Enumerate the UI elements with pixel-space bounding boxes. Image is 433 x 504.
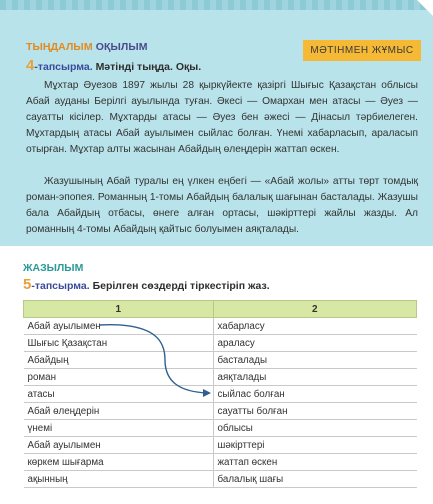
task5-label: -тапсырма. <box>31 280 90 292</box>
table-row <box>24 386 417 403</box>
section-title <box>26 41 148 53</box>
table-cell-right: аяқталады <box>213 369 417 386</box>
task5-instruction: Берілген сөздерді тіркестіріп жаз. <box>92 280 270 292</box>
column-header-2: 2 <box>213 301 417 318</box>
task5-heading <box>23 276 270 293</box>
table-cell-left: Абай ауылымен <box>24 437 214 454</box>
table-cell-right: жаттап өскен <box>213 454 417 471</box>
table-cell-right: басталады <box>213 352 417 369</box>
table-cell-right: облысы <box>213 420 417 437</box>
task4-instruction: Мәтінді тыңда. Оқы. <box>95 61 202 73</box>
table-row <box>24 318 417 335</box>
task4-label: -тапсырма. <box>34 61 93 73</box>
page-corner <box>417 0 433 16</box>
table-cell-left: көркем шығарма <box>24 454 214 471</box>
table-cell-left: роман <box>24 369 214 386</box>
table-cell-right: шәкірттері <box>213 437 417 454</box>
table-cell-left: Абай ауылымен <box>24 318 214 335</box>
task5-number: 5 <box>23 276 32 293</box>
word-matching-table <box>23 300 417 488</box>
task4-number: 4 <box>26 57 35 74</box>
task4-heading <box>26 57 201 74</box>
task4-paragraph-2: Жазушының Абай туралы ең үлкен еңбегі — «Абай жолы» атты төрт томдық роман-эпопея. Романның 1-томы Абайдың балалық шағынан басталады. Жазушы бала Абайдың отбасы, өнеге алған ортасы, шәкірттері жайлы жазды. Ал романның 4-томы Абайдың қайтыс болуымен аяқталады. <box>26 176 418 235</box>
table-header-row <box>24 301 417 318</box>
table-cell-right: хабарласу <box>213 318 417 335</box>
table-row <box>24 403 417 420</box>
table-row <box>24 420 417 437</box>
table-cell-left: Абайдың <box>24 352 214 369</box>
table-row <box>24 335 417 352</box>
section-title-listening: ТЫҢДАЛЫМ <box>26 41 93 53</box>
table-cell-right: сауатты болған <box>213 403 417 420</box>
table-cell-left: үнемі <box>24 420 214 437</box>
section-title-reading: ОҚЫЛЫМ <box>95 41 148 53</box>
table-row <box>24 437 417 454</box>
table-row <box>24 454 417 471</box>
decorative-strip <box>0 0 433 10</box>
reading-section <box>0 0 433 246</box>
table-row <box>24 352 417 369</box>
text-work-badge: МӘТІНМЕН ЖҰМЫС <box>303 40 421 61</box>
table-cell-right: сыйлас болған <box>213 386 417 403</box>
table-row <box>24 471 417 488</box>
table-cell-left: атасы <box>24 386 214 403</box>
column-header-1: 1 <box>24 301 214 318</box>
table-cell-right: араласу <box>213 335 417 352</box>
table-row <box>24 369 417 386</box>
task4-paragraph-1: Мұхтар Әуезов 1897 жылы 28 қыркүйекте қазіргі Шығыс Қазақстан облысы Абай ауданы Берілгі ауылында туған. Әкесі — Омархан мен атасы — Әуез — сауатты кісілер. Мұхтарды атасы — Әуез бен әжесі — Дінасыл тәрбиелеген. Мұхтардың атасы Абай ауылымен сыйлас болған. Үнемі хабарласып, араласып отырған. Мұхтар алты жасынан Абайдың өлеңдерін жаттап өскен. <box>26 80 418 155</box>
table-cell-left: Шығыс Қазақстан <box>24 335 214 352</box>
table-cell-left: Абай өлеңдерін <box>24 403 214 420</box>
table-cell-right: балалық шағы <box>213 471 417 488</box>
writing-section-title: ЖАЗЫЛЫМ <box>23 262 84 274</box>
table-cell-left: ақынның <box>24 471 214 488</box>
